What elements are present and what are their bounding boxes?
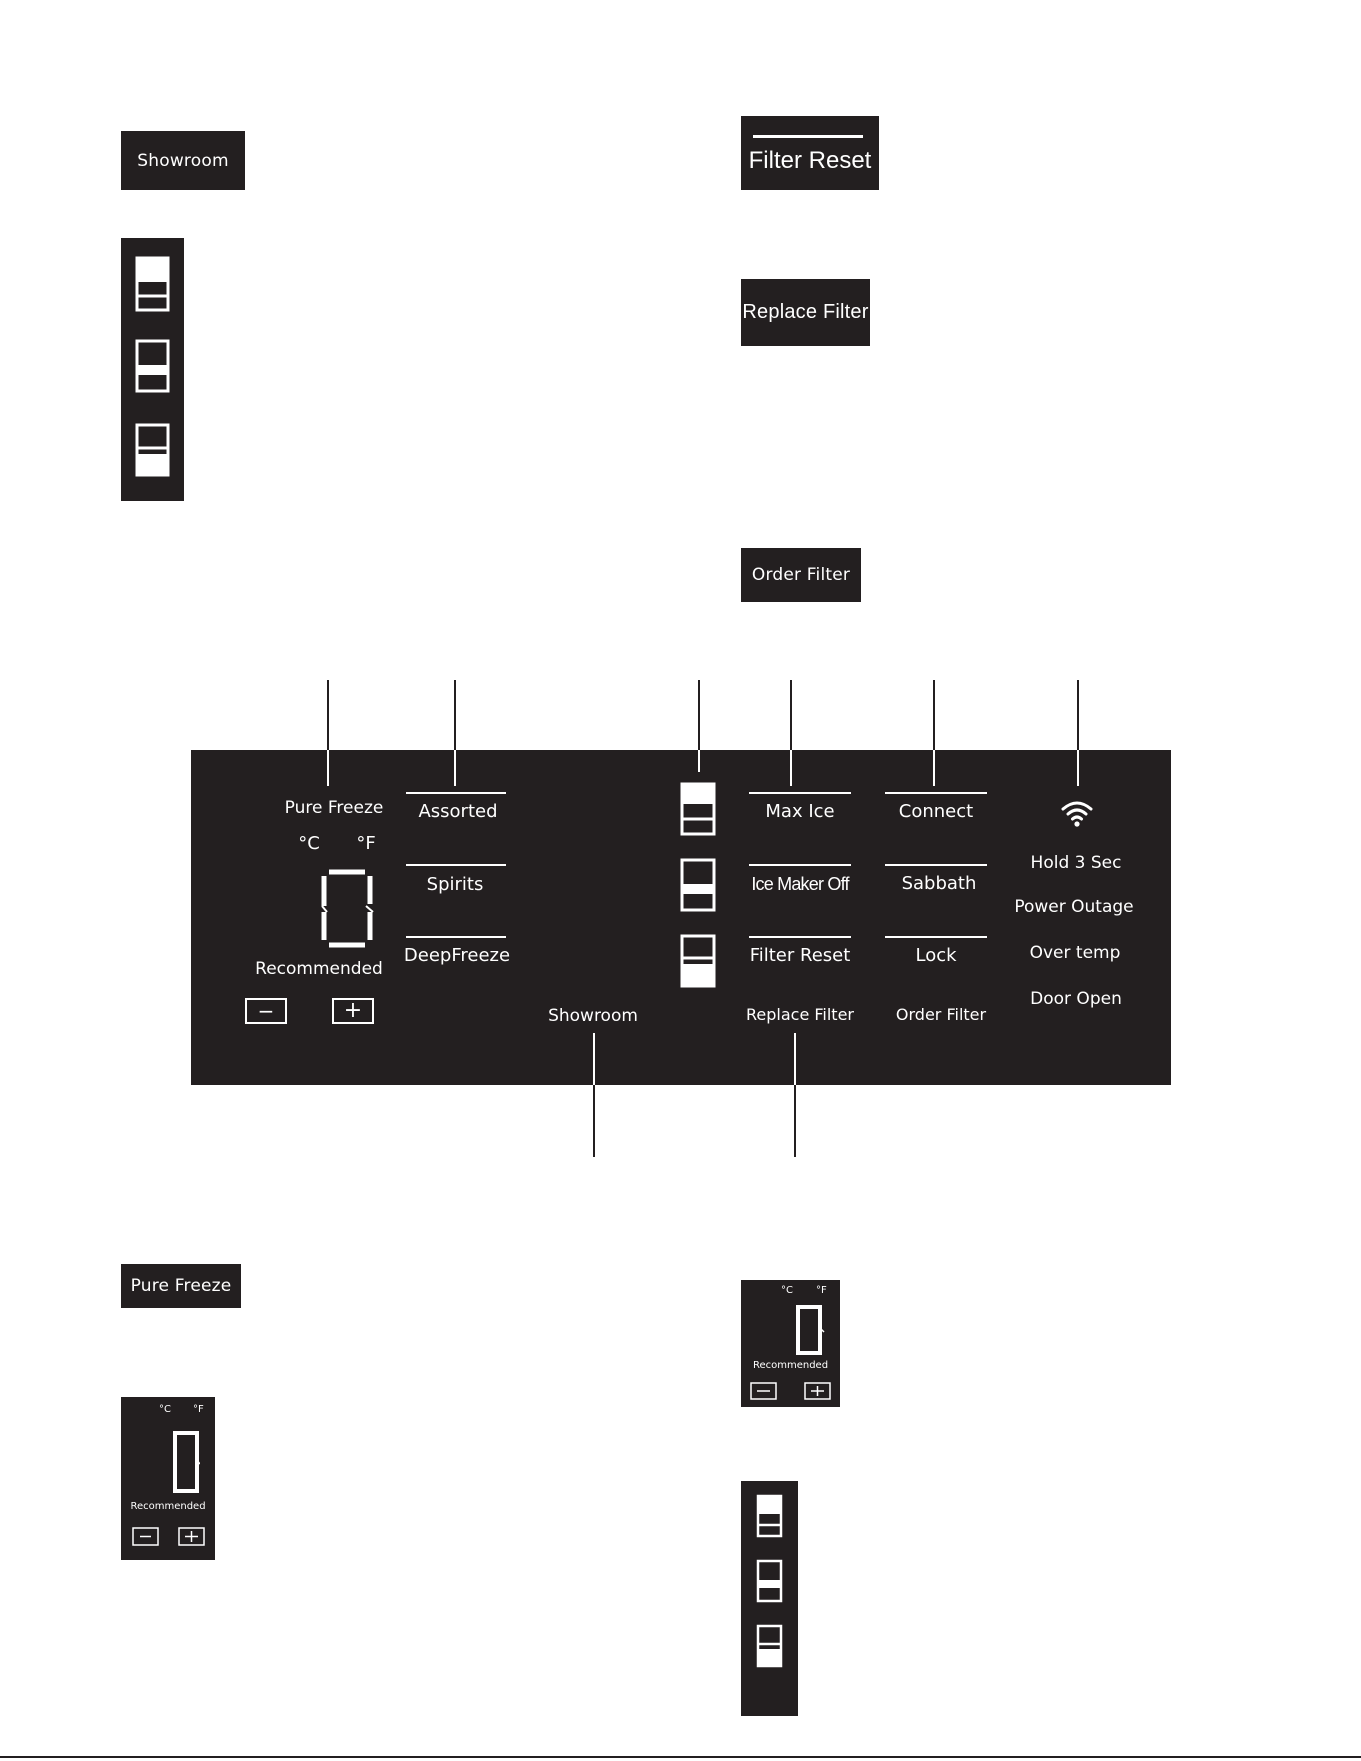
seven-segment-zero-icon bbox=[319, 866, 375, 950]
unit-celsius[interactable]: °C bbox=[298, 833, 320, 854]
zone-upper-icon bbox=[137, 258, 168, 310]
unit-fahrenheit[interactable]: °F bbox=[356, 833, 376, 854]
over-temp-label: Over temp bbox=[1029, 943, 1121, 963]
zone-selector-callout-bottom bbox=[741, 1481, 798, 1716]
control-panel bbox=[191, 750, 1171, 1085]
power-outage-label: Power Outage bbox=[1014, 897, 1134, 917]
zone-middle-icon bbox=[758, 1561, 781, 1601]
zone-upper-icon bbox=[682, 784, 714, 834]
assorted-bar bbox=[406, 792, 506, 794]
max-ice-bar bbox=[749, 792, 851, 794]
ice-maker-off-bar bbox=[749, 864, 851, 866]
replace-filter-callout-label: Replace Filter bbox=[742, 301, 869, 323]
leader-inner-assorted bbox=[454, 750, 456, 786]
deepfreeze-bar bbox=[406, 936, 506, 938]
showroom-callout-label: Showroom bbox=[137, 150, 229, 171]
hold-3-sec-label: Hold 3 Sec bbox=[1030, 853, 1122, 873]
filter-reset-label[interactable]: Filter Reset bbox=[749, 945, 851, 966]
pure-freeze-callout bbox=[121, 1264, 241, 1308]
filter-reset-callout-bar bbox=[753, 135, 863, 138]
leader-assorted bbox=[454, 680, 456, 750]
recommended-label: Recommended bbox=[255, 959, 383, 979]
order-filter-label[interactable]: Order Filter bbox=[895, 1005, 987, 1024]
zone-lower-icon bbox=[758, 1626, 781, 1666]
pure-freeze-label[interactable]: Pure Freeze bbox=[284, 798, 384, 818]
leader-inner-showroom bbox=[593, 1033, 595, 1085]
showroom-label[interactable]: Showroom bbox=[548, 1006, 638, 1026]
minus-button[interactable] bbox=[245, 998, 287, 1024]
lock-bar bbox=[885, 936, 987, 938]
filter-reset-callout-label: Filter Reset bbox=[748, 147, 872, 174]
mini-recommended: Recommended bbox=[130, 1501, 206, 1512]
order-filter-callout bbox=[741, 548, 861, 602]
leader-inner-connect bbox=[933, 750, 935, 786]
wifi-icon bbox=[1060, 798, 1094, 828]
seven-segment-zero-icon bbox=[172, 1431, 200, 1493]
seven-segment-zero-icon bbox=[795, 1305, 825, 1355]
minus-icon: − bbox=[257, 999, 275, 1023]
mode-deepfreeze[interactable]: DeepFreeze bbox=[403, 945, 511, 966]
mini-unit-f-right: °F bbox=[816, 1285, 827, 1296]
pure-freeze-callout-label: Pure Freeze bbox=[130, 1276, 232, 1296]
zone-selector-callout bbox=[121, 238, 184, 501]
leader-wifi bbox=[1077, 680, 1079, 750]
replace-filter-label[interactable]: Replace Filter bbox=[746, 1005, 854, 1024]
plus-icon: + bbox=[343, 998, 363, 1023]
mini-stepper-icons bbox=[131, 1525, 207, 1549]
leader-inner-pure-freeze bbox=[327, 750, 329, 786]
zone-lower-icon bbox=[682, 936, 714, 986]
leader-showroom bbox=[593, 1085, 595, 1157]
zone-selector-icons bbox=[121, 238, 184, 501]
mini-unit-c: °C bbox=[159, 1404, 171, 1415]
sabbath-bar bbox=[885, 864, 987, 866]
door-open-label: Door Open bbox=[1030, 989, 1122, 1009]
leader-inner-max-ice bbox=[790, 750, 792, 786]
leader-max-ice bbox=[790, 680, 792, 750]
zone-middle-icon bbox=[137, 341, 168, 391]
leader-inner-zone bbox=[698, 750, 700, 772]
filter-reset-bar bbox=[749, 936, 851, 938]
page-bottom-rule bbox=[0, 1756, 1361, 1758]
leader-zone bbox=[698, 680, 700, 750]
mini-unit-c-right: °C bbox=[781, 1285, 793, 1296]
ice-maker-off-label[interactable]: Ice Maker Off bbox=[751, 874, 849, 894]
filter-reset-callout bbox=[741, 116, 879, 190]
leader-connect bbox=[933, 680, 935, 750]
temp-display-callout-left bbox=[121, 1397, 215, 1560]
zone-selector-icons-bottom bbox=[741, 1481, 798, 1716]
mode-spirits[interactable]: Spirits bbox=[426, 874, 484, 895]
replace-filter-callout bbox=[741, 279, 870, 346]
zone-selector-panel[interactable] bbox=[680, 782, 716, 1000]
zone-lower-icon bbox=[137, 425, 168, 475]
zone-upper-icon bbox=[758, 1496, 781, 1536]
zone-middle-icon bbox=[682, 860, 714, 910]
leader-replace-filter bbox=[794, 1085, 796, 1157]
lock-label[interactable]: Lock bbox=[915, 945, 957, 966]
leader-inner-wifi bbox=[1077, 750, 1079, 786]
showroom-callout bbox=[121, 131, 245, 190]
leader-inner-replace-filter bbox=[794, 1033, 796, 1085]
connect-bar bbox=[885, 792, 987, 794]
sabbath-label[interactable]: Sabbath bbox=[901, 873, 977, 894]
plus-button[interactable] bbox=[332, 998, 374, 1024]
leader-pure-freeze bbox=[327, 680, 329, 750]
mini-unit-f: °F bbox=[193, 1404, 204, 1415]
mini-recommended-right: Recommended bbox=[752, 1360, 829, 1371]
mode-assorted[interactable]: Assorted bbox=[418, 801, 498, 822]
spirits-bar bbox=[406, 864, 506, 866]
max-ice-label[interactable]: Max Ice bbox=[765, 801, 835, 822]
mini-stepper-icons-right bbox=[749, 1380, 833, 1402]
order-filter-callout-label: Order Filter bbox=[751, 565, 851, 585]
connect-label[interactable]: Connect bbox=[898, 801, 974, 822]
temp-display-callout-right bbox=[741, 1280, 840, 1407]
